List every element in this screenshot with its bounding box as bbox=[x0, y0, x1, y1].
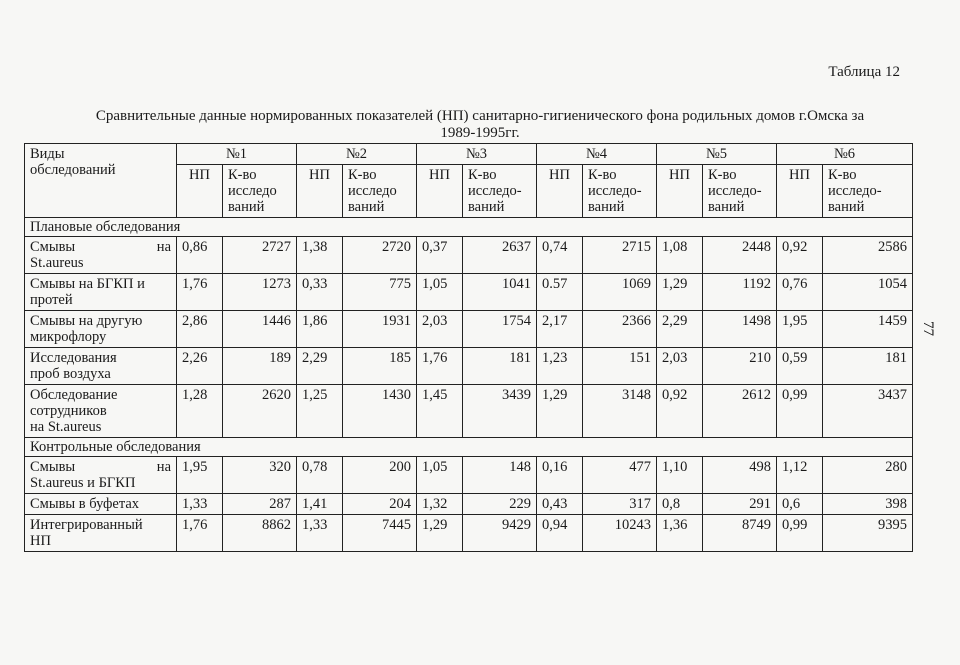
np-value: 1,29 bbox=[537, 385, 583, 438]
np-value: 2,29 bbox=[657, 311, 703, 348]
table-row bbox=[25, 457, 913, 494]
count-value: 398 bbox=[823, 494, 913, 515]
section-planned bbox=[25, 218, 913, 237]
count-value: 210 bbox=[703, 348, 777, 385]
np-value: 1,10 bbox=[657, 457, 703, 494]
np-value: 0,94 bbox=[537, 515, 583, 552]
hospital-header: №6 bbox=[777, 144, 913, 165]
count-value: 291 bbox=[703, 494, 777, 515]
count-value: 3437 bbox=[823, 385, 913, 438]
np-value: 1,41 bbox=[297, 494, 343, 515]
count-header: К-во исследо ваний bbox=[343, 165, 417, 218]
count-value: 10243 bbox=[583, 515, 657, 552]
np-value: 1,12 bbox=[777, 457, 823, 494]
row-label: Смывы на другую микрофлору bbox=[25, 311, 177, 348]
count-value: 200 bbox=[343, 457, 417, 494]
hospital-header: №1 bbox=[177, 144, 297, 165]
np-value: 0,78 bbox=[297, 457, 343, 494]
np-value: 2,17 bbox=[537, 311, 583, 348]
count-value: 2727 bbox=[223, 237, 297, 274]
np-value: 0.57 bbox=[537, 274, 583, 311]
count-value: 287 bbox=[223, 494, 297, 515]
np-value: 1,29 bbox=[657, 274, 703, 311]
hospital-header: №2 bbox=[297, 144, 417, 165]
count-value: 7445 bbox=[343, 515, 417, 552]
count-value: 8749 bbox=[703, 515, 777, 552]
table-row bbox=[25, 311, 913, 348]
row-label: Исследования проб воздуха bbox=[25, 348, 177, 385]
np-value: 0,37 bbox=[417, 237, 463, 274]
count-value: 1069 bbox=[583, 274, 657, 311]
np-value: 1,33 bbox=[297, 515, 343, 552]
hospital-header: №5 bbox=[657, 144, 777, 165]
np-value: 2,03 bbox=[657, 348, 703, 385]
np-value: 0,86 bbox=[177, 237, 223, 274]
count-header: К-во исследо- ваний bbox=[823, 165, 913, 218]
np-header: НП bbox=[417, 165, 463, 218]
kinds-header: Виды обследований bbox=[25, 144, 177, 218]
np-value: 0,74 bbox=[537, 237, 583, 274]
count-value: 477 bbox=[583, 457, 657, 494]
title-line-1: Сравнительные данные нормированных показателей (НП) санитарно-гигиенического фона родильных домов г.Омска за bbox=[95, 108, 865, 124]
count-value: 2448 bbox=[703, 237, 777, 274]
count-value: 1041 bbox=[463, 274, 537, 311]
np-value: 0,99 bbox=[777, 515, 823, 552]
count-value: 1498 bbox=[703, 311, 777, 348]
row-label: Смывы на St.aureus и БГКП bbox=[25, 457, 177, 494]
np-value: 1,29 bbox=[417, 515, 463, 552]
np-header: НП bbox=[297, 165, 343, 218]
count-value: 189 bbox=[223, 348, 297, 385]
count-value: 1273 bbox=[223, 274, 297, 311]
np-value: 1,23 bbox=[537, 348, 583, 385]
count-value: 1192 bbox=[703, 274, 777, 311]
count-value: 2612 bbox=[703, 385, 777, 438]
np-value: 1,38 bbox=[297, 237, 343, 274]
count-value: 9429 bbox=[463, 515, 537, 552]
count-header: К-во исследо- ваний bbox=[583, 165, 657, 218]
table-row bbox=[25, 237, 913, 274]
np-value: 0,8 bbox=[657, 494, 703, 515]
row-label: Интегрированный НП bbox=[25, 515, 177, 552]
np-value: 1,45 bbox=[417, 385, 463, 438]
np-value: 1,95 bbox=[177, 457, 223, 494]
hospital-header: №3 bbox=[417, 144, 537, 165]
hospital-header-row bbox=[25, 144, 913, 165]
count-value: 498 bbox=[703, 457, 777, 494]
np-header: НП bbox=[177, 165, 223, 218]
count-value: 1931 bbox=[343, 311, 417, 348]
count-value: 2720 bbox=[343, 237, 417, 274]
count-value: 2620 bbox=[223, 385, 297, 438]
count-value: 280 bbox=[823, 457, 913, 494]
count-header: К-во исследо- ваний bbox=[703, 165, 777, 218]
page-number: 77 bbox=[920, 321, 936, 336]
np-value: 0,59 bbox=[777, 348, 823, 385]
count-value: 151 bbox=[583, 348, 657, 385]
np-value: 1,32 bbox=[417, 494, 463, 515]
count-value: 3439 bbox=[463, 385, 537, 438]
title-line-2: 1989-1995гг. bbox=[440, 125, 520, 141]
np-value: 0,33 bbox=[297, 274, 343, 311]
np-value: 0,43 bbox=[537, 494, 583, 515]
np-value: 0,6 bbox=[777, 494, 823, 515]
row-label: Смывы в буфетах bbox=[25, 494, 177, 515]
count-value: 2586 bbox=[823, 237, 913, 274]
np-value: 1,05 bbox=[417, 274, 463, 311]
section-label: Плановые обследования bbox=[25, 218, 913, 237]
hospital-header: №4 bbox=[537, 144, 657, 165]
count-value: 2637 bbox=[463, 237, 537, 274]
data-table bbox=[24, 143, 913, 552]
np-value: 2,29 bbox=[297, 348, 343, 385]
row-label: Смывы на St.aureus bbox=[25, 237, 177, 274]
section-label: Контрольные обследования bbox=[25, 438, 913, 457]
table-title bbox=[30, 108, 930, 142]
row-label: Смывы на БГКП и протей bbox=[25, 274, 177, 311]
np-value: 0,92 bbox=[657, 385, 703, 438]
count-value: 204 bbox=[343, 494, 417, 515]
count-value: 1754 bbox=[463, 311, 537, 348]
count-value: 181 bbox=[463, 348, 537, 385]
count-value: 2366 bbox=[583, 311, 657, 348]
np-value: 1,76 bbox=[177, 515, 223, 552]
count-value: 320 bbox=[223, 457, 297, 494]
np-value: 0,99 bbox=[777, 385, 823, 438]
count-value: 1430 bbox=[343, 385, 417, 438]
count-value: 9395 bbox=[823, 515, 913, 552]
np-value: 0,76 bbox=[777, 274, 823, 311]
np-value: 1,86 bbox=[297, 311, 343, 348]
count-header: К-во исследо- ваний bbox=[463, 165, 537, 218]
np-value: 1,05 bbox=[417, 457, 463, 494]
np-value: 2,03 bbox=[417, 311, 463, 348]
np-value: 1,28 bbox=[177, 385, 223, 438]
np-value: 0,16 bbox=[537, 457, 583, 494]
np-value: 1,95 bbox=[777, 311, 823, 348]
count-value: 1459 bbox=[823, 311, 913, 348]
np-value: 1,33 bbox=[177, 494, 223, 515]
table-row bbox=[25, 515, 913, 552]
count-value: 229 bbox=[463, 494, 537, 515]
np-value: 1,36 bbox=[657, 515, 703, 552]
count-value: 775 bbox=[343, 274, 417, 311]
np-header: НП bbox=[777, 165, 823, 218]
table-row bbox=[25, 385, 913, 438]
np-header: НП bbox=[657, 165, 703, 218]
table-row bbox=[25, 274, 913, 311]
count-value: 148 bbox=[463, 457, 537, 494]
count-value: 317 bbox=[583, 494, 657, 515]
np-value: 0,92 bbox=[777, 237, 823, 274]
np-value: 2,86 bbox=[177, 311, 223, 348]
count-header: К-во исследо ваний bbox=[223, 165, 297, 218]
np-header: НП bbox=[537, 165, 583, 218]
count-value: 1054 bbox=[823, 274, 913, 311]
table-row bbox=[25, 494, 913, 515]
count-value: 185 bbox=[343, 348, 417, 385]
count-value: 181 bbox=[823, 348, 913, 385]
np-value: 1,76 bbox=[177, 274, 223, 311]
section-control bbox=[25, 438, 913, 457]
np-value: 1,25 bbox=[297, 385, 343, 438]
np-value: 1,76 bbox=[417, 348, 463, 385]
np-value: 2,26 bbox=[177, 348, 223, 385]
count-value: 8862 bbox=[223, 515, 297, 552]
row-label: Обследование сотрудников на St.aureus bbox=[25, 385, 177, 438]
table-row bbox=[25, 348, 913, 385]
count-value: 1446 bbox=[223, 311, 297, 348]
count-value: 2715 bbox=[583, 237, 657, 274]
np-value: 1,08 bbox=[657, 237, 703, 274]
table-number: Таблица 12 bbox=[828, 64, 900, 80]
count-value: 3148 bbox=[583, 385, 657, 438]
